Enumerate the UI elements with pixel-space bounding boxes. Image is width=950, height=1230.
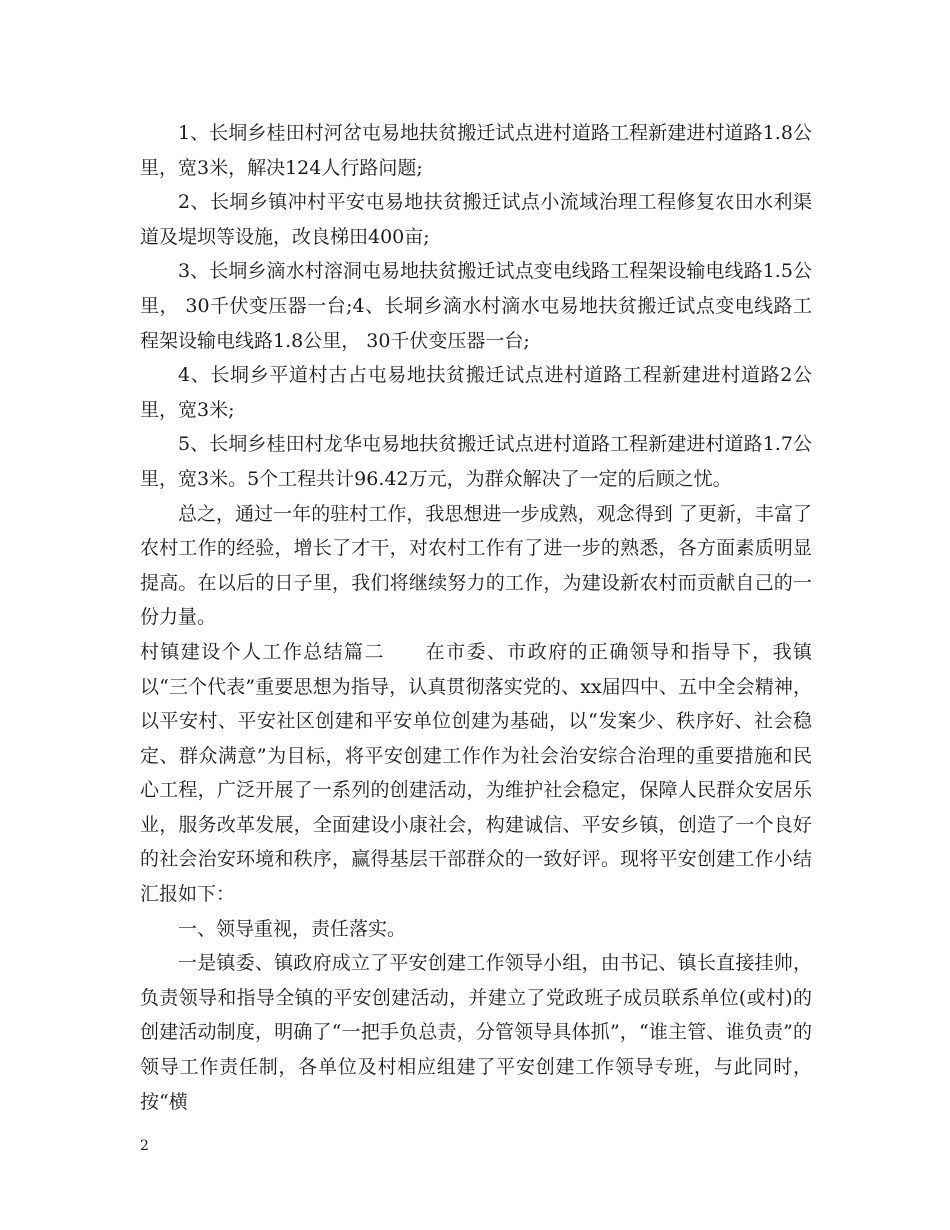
paragraph-summary: 总之，通过一年的驻村工作，我思想进一步成熟，观念得到 了更新，丰富了农村工作的经验，增长了才干，对农村工作有了进一步的熟悉，各方面素质明显提高。在以后的日子里，我们将继续努力的工作，为建设新农村而贡献自己的一份力量。 xyxy=(140,502,812,629)
paragraph-project-2: 2、长垌乡镇冲村平安屯易地扶贫搬迁试点小流域治理工程修复农田水利渠道及堤坝等设施，改良梯田400亩; xyxy=(140,191,812,248)
page-number: 2 xyxy=(140,1138,149,1154)
paragraph-project-4: 4、长垌乡平道村古占屯易地扶贫搬迁试点进村道路工程新建进村道路2公里，宽3米; xyxy=(140,364,812,421)
paragraph-project-5: 5、长垌乡桂田村龙华屯易地扶贫搬迁试点进村道路工程新建进村道路1.7公里，宽3米。5个工程共计96.42万元，为群众解决了一定的后顾之忧。 xyxy=(140,433,812,490)
document-body xyxy=(140,116,812,1119)
paragraph-heading-leadership: 一、领导重视，责任落实。 xyxy=(178,917,407,940)
paragraph-section-two: 村镇建设个人工作总结篇二 在市委、市政府的正确领导和指导下，我镇以“三个代表”重要思想为指导，认真贯彻落实党的、xx届四中、五中全会精神，以平安村、平安社区创建和平安单位创建为基础，以“发案少、秩序好、社会稳定、群众满意”为目标，将平安创建工作作为社会治安综合治理的重要措施和民心工程，广泛开展了一系列的创建活动，为维护社会稳定，保障人民群众安居乐业，服务改革发展，全面建设小康社会，构建诚信、平安乡镇，创造了一个良好的社会治安环境和秩序，赢得基层干部群众的一致好评。现将平安创建工作小结汇报如下： xyxy=(140,640,812,906)
paragraph-project-3: 3、长垌乡滴水村溶洞屯易地扶贫搬迁试点变电线路工程架设输电线路1.5公里， 30千伏变压器一台;4、长垌乡滴水村滴水屯易地扶贫搬迁试点变电线路工程架设输电线路1.8公里， 30千伏变压器一台; xyxy=(140,260,812,352)
paragraph-project-1: 1、长垌乡桂田村河岔屯易地扶贫搬迁试点进村道路工程新建进村道路1.8公里，宽3米，解决124人行路问题; xyxy=(140,122,812,179)
paragraph-leadership-detail: 一是镇委、镇政府成立了平安创建工作领导小组，由书记、镇长直接挂帅，负责领导和指导全镇的平安创建活动，并建立了党政班子成员联系单位(或村)的创建活动制度，明确了“一把手负总责，分管领导具体抓”，“谁主管、谁负责”的领导工作责任制，各单位及村相应组建了平安创建工作领导专班，与此同时，按“横 xyxy=(140,952,812,1113)
